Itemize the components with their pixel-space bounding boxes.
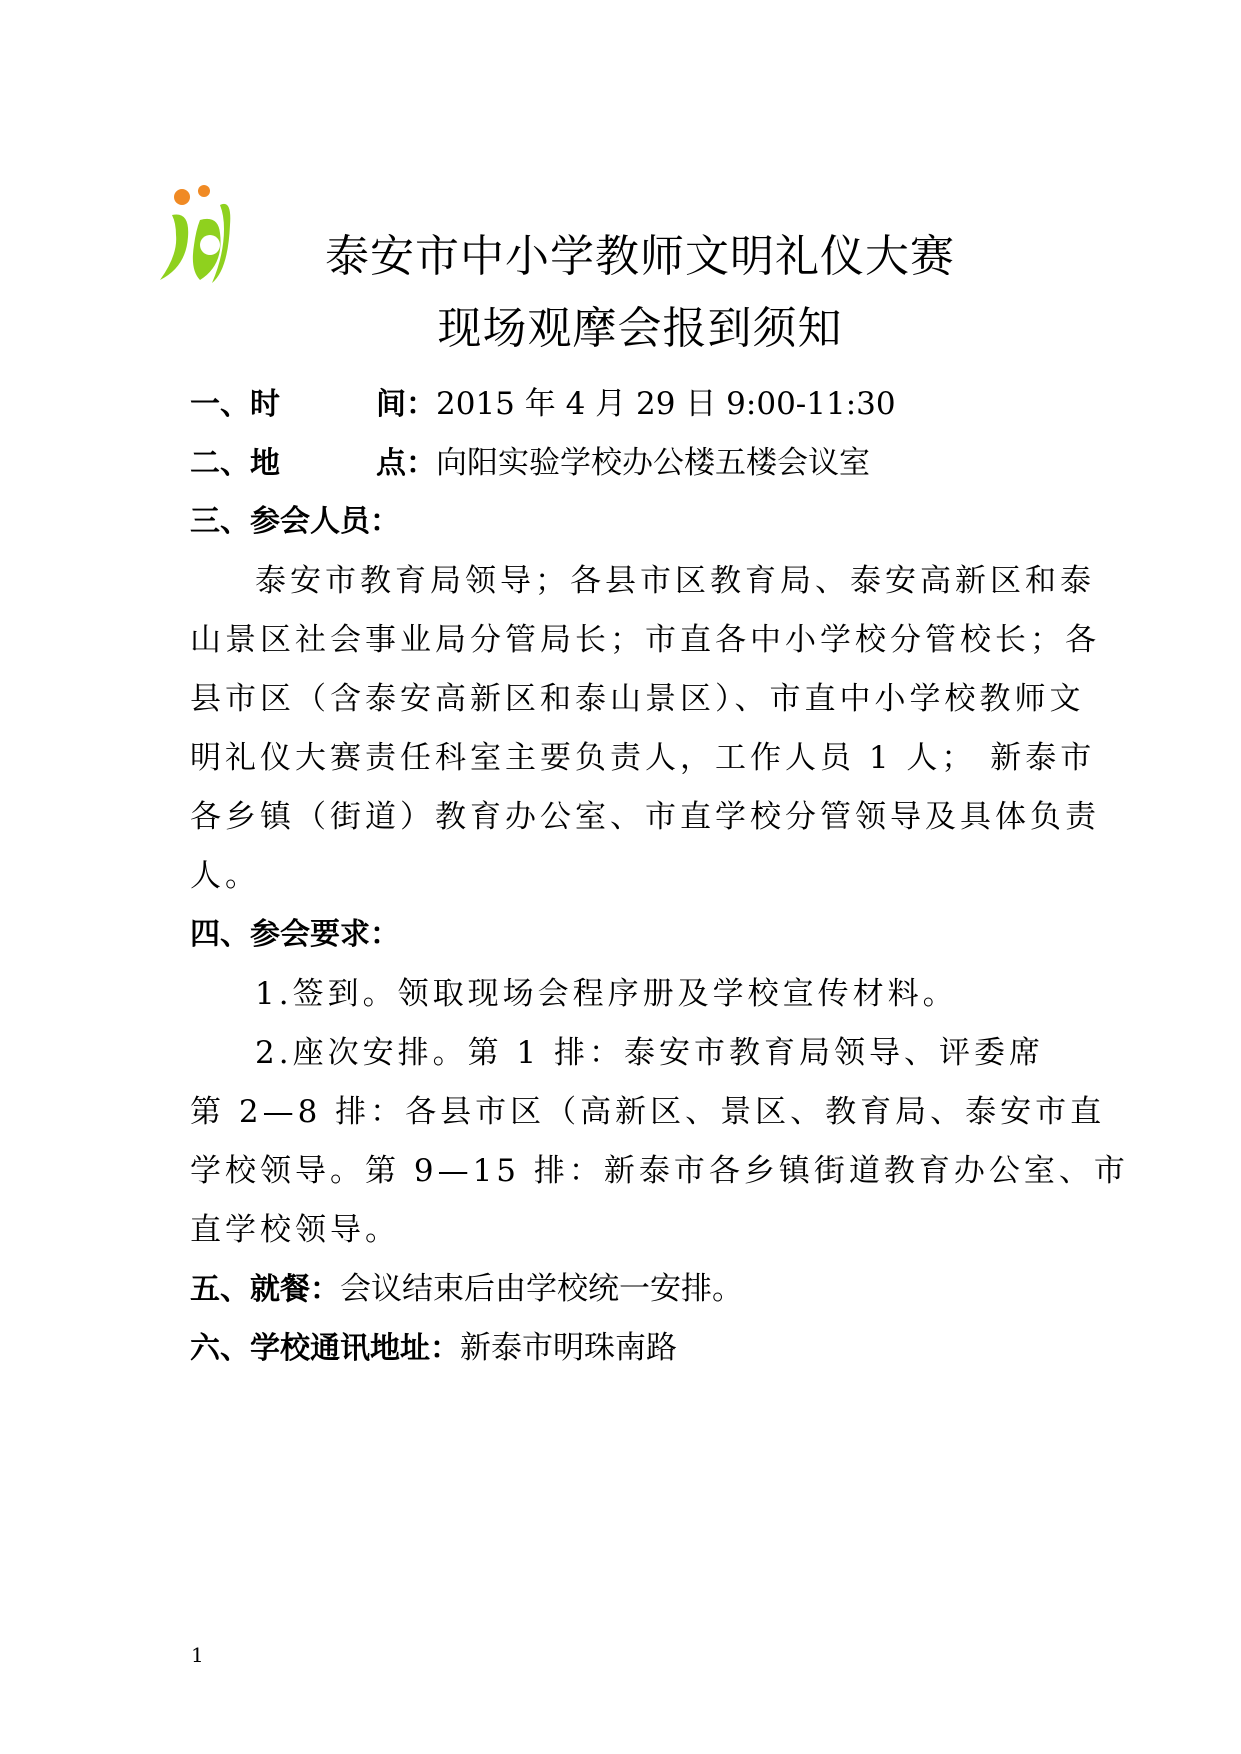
place-label-suffix: 点： (376, 446, 436, 481)
attendees-line: 泰安市教育局领导；各县市区教育局、泰安高新区和泰 (255, 563, 1095, 599)
meal-value: 会议结束后由学校统一安排。 (340, 1271, 743, 1307)
time-label-suffix: 间： (376, 387, 436, 422)
requirement-line: 直学校领导。 (190, 1212, 400, 1248)
attendees-label: 三、参会人员： (190, 504, 400, 539)
time-value: 2015 年 4 月 29 日 9:00-11:30 (436, 386, 896, 422)
page-title: 泰安市中小学教师文明礼仪大赛 (325, 231, 955, 282)
requirement-line: 学校领导。第 9—15 排：新泰市各乡镇街道教育办公室、市 (190, 1153, 1129, 1189)
page-number: 1 (191, 1643, 204, 1667)
logo (160, 185, 255, 285)
attendees-line: 山景区社会事业局分管局长；市直各中小学校分管校长；各 (190, 622, 1100, 658)
place-label: 二、地 (190, 446, 280, 481)
page-subtitle: 现场观摩会报到须知 (437, 303, 843, 354)
address-row (190, 1322, 677, 1367)
address-label: 六、学校通讯地址： (190, 1331, 460, 1366)
place-value: 向阳实验学校办公楼五楼会议室 (436, 445, 870, 481)
attendees-heading (190, 496, 400, 540)
time-row (190, 378, 896, 423)
address-value: 新泰市明珠南路 (460, 1330, 677, 1366)
attendees-line: 人。 (190, 858, 260, 894)
requirements-heading (190, 909, 400, 953)
requirement-line: 第 2—8 排：各县市区（高新区、景区、教育局、泰安市直 (190, 1094, 1106, 1130)
meal-label: 五、就餐： (190, 1272, 340, 1307)
requirements-label: 四、参会要求： (190, 917, 400, 952)
requirement-line: 2.座次安排。第 1 排：泰安市教育局领导、评委席 (255, 1035, 1045, 1071)
requirement-line: 1.签到。领取现场会程序册及学校宣传材料。 (255, 976, 958, 1012)
attendees-line: 县市区（含泰安高新区和泰山景区）、市直中小学校教师文 (190, 681, 1085, 717)
time-label: 一、时 (190, 387, 280, 422)
place-row (190, 437, 870, 482)
meal-row (190, 1263, 743, 1308)
attendees-line: 各乡镇（街道）教育办公室、市直学校分管领导及具体负责 (190, 799, 1100, 835)
logo-graphic (160, 185, 255, 285)
attendees-line: 明礼仪大赛责任科室主要负责人，工作人员 1 人； 新泰市 (190, 740, 1096, 776)
